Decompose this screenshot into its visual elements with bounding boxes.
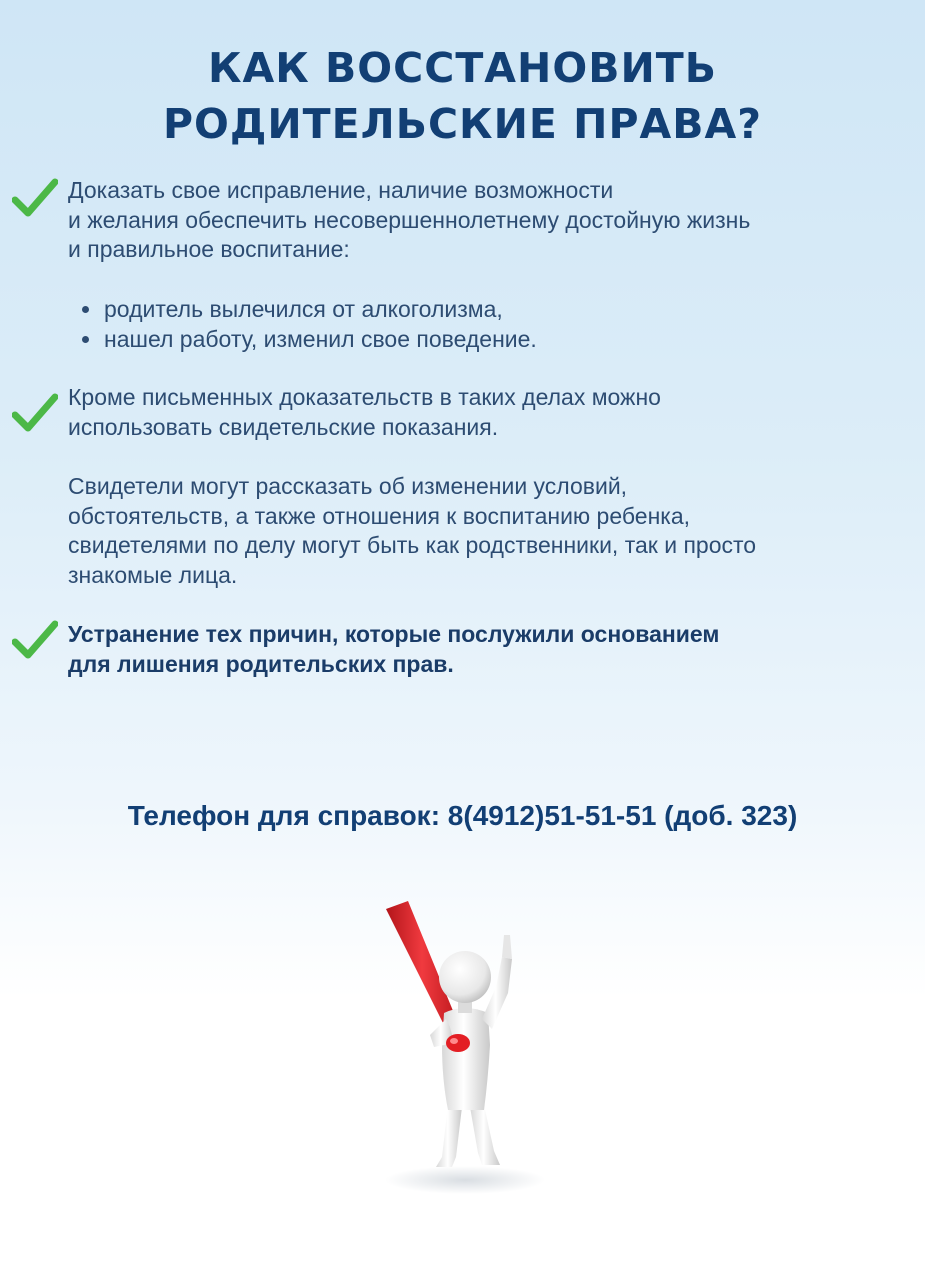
page-title	[0, 40, 925, 152]
section-eliminate-causes-line-2: для лишения родительских прав.	[68, 650, 454, 677]
figure-torso	[442, 1008, 490, 1110]
section-proof-line-3: и правильное воспитание:	[68, 236, 350, 262]
list-item-text: нашел работу, изменил свое поведение.	[104, 326, 537, 352]
section-witness-details	[68, 472, 878, 590]
list-item	[78, 324, 537, 354]
section-witness-details-line-4: знакомые лица.	[68, 561, 238, 588]
exclamation-dot	[446, 1034, 470, 1052]
check-icon	[12, 620, 58, 660]
section-proof-line-1: Доказать свое исправление, наличие возможности	[68, 177, 614, 203]
check-icon	[12, 178, 58, 218]
figure-right-leg	[470, 1105, 500, 1165]
figure-head	[439, 951, 491, 1003]
exclamation-figure	[350, 895, 570, 1225]
figure-finger	[502, 935, 512, 959]
section-proof-line-2: и желания обеспечить несовершеннолетнему достойную жизнь	[68, 206, 751, 233]
section-witness-evidence-line-2: использовать свидетельские показания.	[68, 413, 499, 440]
bullet-list	[78, 294, 537, 354]
bullet-dot	[82, 306, 89, 313]
section-witness-details-line-3: свидетелями по делу могут быть как родственники, так и просто	[68, 532, 757, 558]
phone-info: Телефон для справок: 8(4912)51-51-51 (доб. 323)	[127, 800, 798, 831]
check-icon	[12, 393, 58, 433]
list-item	[78, 294, 537, 324]
section-witness-details-line-2: обстоятельств, а также отношения к воспитанию ребенка,	[68, 502, 691, 529]
list-item-text: родитель вылечился от алкоголизма,	[104, 296, 503, 322]
exclamation-dot-highlight	[450, 1038, 458, 1044]
section-eliminate-causes	[68, 620, 878, 679]
figure-shadow	[385, 1166, 545, 1194]
title-line-1: КАК ВОССТАНОВИТЬ	[208, 44, 717, 92]
section-witness-evidence	[68, 383, 878, 442]
section-eliminate-causes-line-1: Устранение тех причин, которые послужили основанием	[68, 621, 720, 647]
section-proof	[68, 176, 878, 265]
bullet-dot	[82, 336, 89, 343]
section-witness-details-line-1: Свидетели могут рассказать об изменении условий,	[68, 473, 628, 499]
figure-left-leg	[436, 1105, 462, 1167]
section-witness-evidence-line-1: Кроме письменных доказательств в таких делах можно	[68, 384, 661, 410]
title-line-2: РОДИТЕЛЬСКИЕ ПРАВА?	[162, 100, 763, 148]
